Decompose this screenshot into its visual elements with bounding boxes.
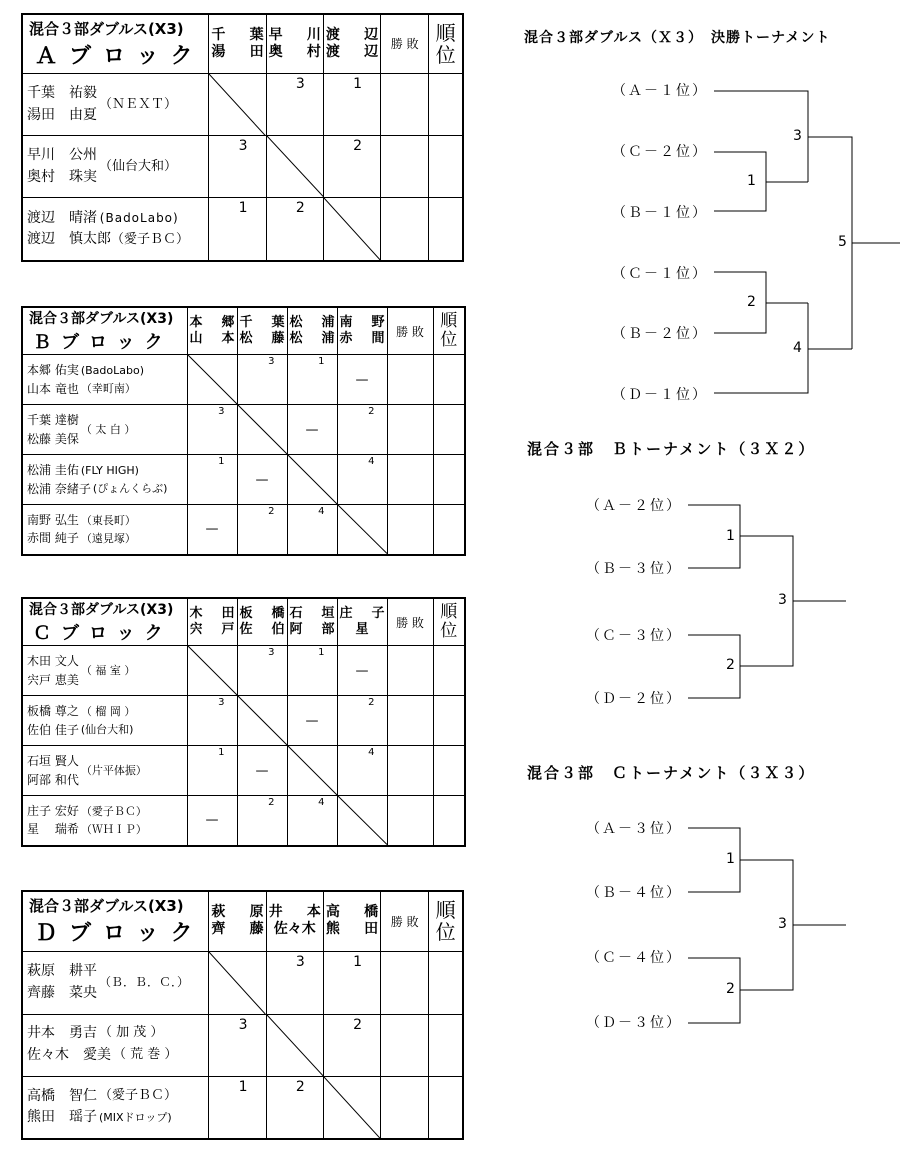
player-pair: 萩原 耕平 齊藤 菜央（Ｂ．Ｂ．Ｃ．）	[22, 951, 209, 1014]
bracket-entry: （Ｃ－４位）	[586, 950, 682, 966]
score-cell: —	[187, 505, 237, 555]
bracket-entry: （Ｃ－１位）	[612, 266, 708, 282]
rank-header: 順位	[429, 14, 463, 73]
score-cell: 3	[209, 136, 266, 197]
score-cell: 2	[337, 696, 387, 746]
score-cell: 2	[266, 1076, 323, 1139]
col-header: 庄 子 星	[337, 598, 387, 646]
score-cell: 4	[337, 455, 387, 505]
player-pair: 南野 弘生 （東長町） 赤間 純子 （遠見塚）	[22, 505, 187, 555]
win-loss-header: 勝 敗	[381, 14, 429, 73]
bracket-entry: （Ｃ－３位）	[586, 628, 682, 644]
b-tournament-title: 混合３部 Ｂトーナメント（３Ｘ２）	[527, 440, 816, 458]
col-header: 千 葉 松 藤	[237, 307, 287, 355]
match-number: 1	[747, 173, 756, 189]
win-loss-header: 勝 敗	[381, 891, 429, 951]
c-tournament-title: 混合３部 Ｃトーナメント（３Ｘ３）	[527, 764, 816, 782]
score-cell: —	[237, 746, 287, 796]
bracket-entry: （Ｃ－２位）	[612, 144, 708, 160]
player-pair: 本郷 佑実 (BadoLabo) 山本 竜也 （幸町南）	[22, 355, 187, 405]
score-cell: —	[287, 696, 337, 746]
bracket-entry: （Ａ－３位）	[586, 821, 682, 837]
bracket-entry: （Ｂ－４位）	[586, 885, 682, 901]
score-cell: —	[337, 355, 387, 405]
score-cell: 1	[287, 355, 337, 405]
block-title-line1: 混合３部ダブルス(X3)	[29, 897, 184, 916]
block-title-line2: Ｃブロック	[33, 623, 173, 644]
block-title-line2: Ａブロック	[35, 43, 205, 69]
score-cell: 1	[187, 455, 237, 505]
score-cell: 1	[187, 746, 237, 796]
score-cell: 1	[323, 73, 380, 136]
match-number: 3	[778, 592, 787, 608]
rank-header: 順位	[433, 598, 465, 646]
score-cell: 1	[209, 197, 266, 261]
score-cell: 2	[323, 136, 380, 197]
score-cell: —	[237, 455, 287, 505]
block-title-line1: 混合３部ダブルス(X3)	[29, 311, 174, 327]
block-title-line1: 混合３部ダブルス(X3)	[29, 602, 174, 618]
bracket-entry: （Ａ－１位）	[612, 83, 708, 99]
bracket-entry: （Ｄ－１位）	[612, 387, 708, 403]
player-pair: 高橋 智仁 （愛子ＢＣ） 熊田 瑶子 (MIXドロップ)	[22, 1076, 209, 1139]
score-cell: 3	[266, 73, 323, 136]
block-title-line2: Ｂブロック	[33, 332, 173, 353]
player-pair: 井本 勇吉 （ 加 茂 ） 佐々木 愛美 （ 荒 巻 ）	[22, 1014, 209, 1076]
score-cell: 2	[237, 796, 287, 846]
bracket-entry: （Ｄ－２位）	[586, 691, 682, 707]
col-header: 渡 辺 渡 辺	[323, 14, 380, 73]
match-number: 1	[726, 851, 735, 867]
match-number: 4	[793, 340, 802, 356]
col-header: 萩 原 齊 藤	[209, 891, 266, 951]
bracket-entry: （Ｄ－３位）	[586, 1015, 682, 1031]
score-cell: 3	[187, 405, 237, 455]
col-header: 早 川 奥 村	[266, 14, 323, 73]
score-cell: 3	[237, 646, 287, 696]
col-header: 千 葉 湯 田	[209, 14, 266, 73]
rank-header: 順位	[429, 891, 463, 951]
score-cell: —	[187, 796, 237, 846]
bracket-entry: （Ｂ－１位）	[612, 205, 708, 221]
player-pair: 庄子 宏好 （愛子ＢＣ） 星 瑞希 （ＷＨＩＰ）	[22, 796, 187, 846]
player-pair: 千葉 祐毅 湯田 由夏（ＮＥＸＴ）	[22, 73, 209, 136]
match-number: 1	[726, 528, 735, 544]
win-loss-header: 勝 敗	[387, 307, 433, 355]
col-header: 井 本 佐々木	[266, 891, 323, 951]
score-cell: 3	[266, 951, 323, 1014]
score-cell: 2	[266, 197, 323, 261]
col-header: 本 郷 山 本	[187, 307, 237, 355]
col-header: 松 浦 松 浦	[287, 307, 337, 355]
score-cell: —	[287, 405, 337, 455]
player-pair: 石垣 賢人 阿部 和代（片平体振）	[22, 746, 187, 796]
player-pair: 早川 公州 奥村 珠実（仙台大和）	[22, 136, 209, 197]
block-title-line2: Ｄブロック	[35, 921, 205, 947]
match-number: 3	[778, 916, 787, 932]
score-cell: 2	[237, 505, 287, 555]
match-number: 2	[726, 981, 735, 997]
match-number: 5	[838, 234, 847, 250]
score-cell: 2	[337, 405, 387, 455]
player-pair: 渡辺 晴渚 (BadoLabo) 渡辺 慎太郎（愛子ＢＣ）	[22, 197, 209, 261]
score-cell: 4	[287, 796, 337, 846]
score-cell: 1	[209, 1076, 266, 1139]
col-header: 石 垣 阿 部	[287, 598, 337, 646]
score-cell: —	[337, 646, 387, 696]
match-number: 3	[793, 128, 802, 144]
score-cell: 2	[323, 1014, 380, 1076]
col-header: 高 橋 熊 田	[323, 891, 380, 951]
score-cell: 4	[287, 505, 337, 555]
score-cell: 3	[237, 355, 287, 405]
score-cell: 3	[187, 696, 237, 746]
col-header: 木 田 宍 戸	[187, 598, 237, 646]
match-number: 2	[726, 657, 735, 673]
score-cell: 1	[323, 951, 380, 1014]
final-tournament-title: 混合３部ダブルス（Ｘ３） 決勝トーナメント	[524, 30, 831, 46]
player-pair: 松浦 圭佑 (FLY HIGH) 松浦 奈緒子 (ぴょんくらぶ)	[22, 455, 187, 505]
col-header: 板 橋 佐 伯	[237, 598, 287, 646]
bracket-entry: （Ｂ－３位）	[586, 561, 682, 577]
score-cell: 1	[287, 646, 337, 696]
rank-header: 順位	[433, 307, 465, 355]
col-header: 南 野 赤 間	[337, 307, 387, 355]
player-pair: 板橋 尊之 （ 榴 岡 ） 佐伯 佳子 (仙台大和)	[22, 696, 187, 746]
match-number: 2	[747, 294, 756, 310]
bracket-entry: （Ｂ－２位）	[612, 326, 708, 342]
player-pair: 千葉 達樹 松藤 美保（ 太 白 ）	[22, 405, 187, 455]
bracket-entry: （Ａ－２位）	[586, 498, 682, 514]
score-cell: 4	[337, 746, 387, 796]
player-pair: 木田 文人 宍戸 恵美（ 福 室 ）	[22, 646, 187, 696]
win-loss-header: 勝 敗	[387, 598, 433, 646]
score-cell: 3	[209, 1014, 266, 1076]
block-title-line1: 混合３部ダブルス(X3)	[29, 19, 184, 38]
